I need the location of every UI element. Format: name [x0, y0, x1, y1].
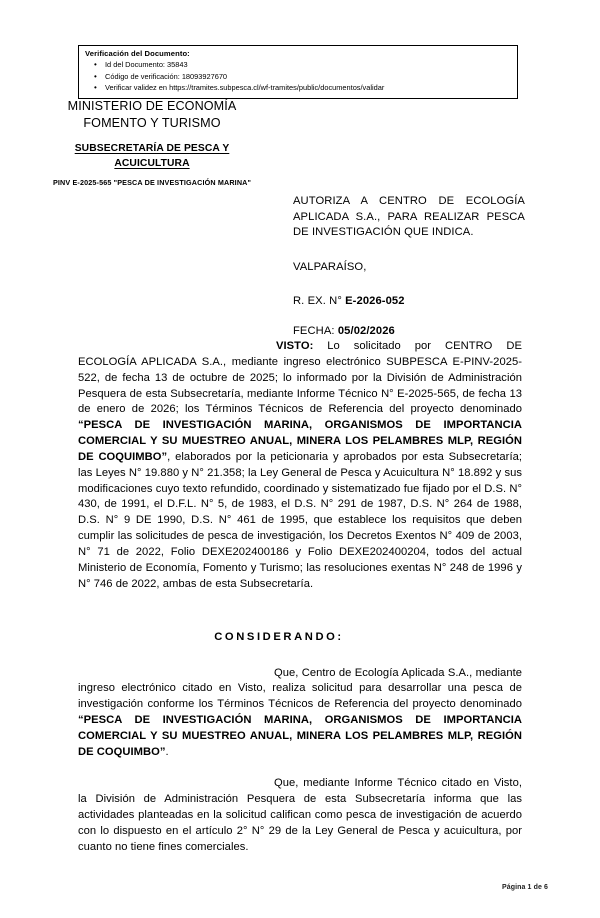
verification-box: [78, 45, 518, 99]
document-body: [78, 339, 522, 856]
subsecretaria-line-1: SUBSECRETARÍA DE PESCA Y: [74, 143, 230, 154]
paragraph-considerando-1: [78, 666, 522, 761]
letterhead: [26, 98, 278, 189]
visto-text-part-1: Lo solicitado por CENTRO DE ECOLOGÍA APLICADA S.A., mediante ingreso electrónico SUBPESCA E-PINV-2025-522, de fecha 13 de octubre de 2025; lo informado por la División de Administración Pesquera de esta Subsecretaría, mediante Informe Técnico N° E-2025-565, de fecha 13 de enero de 2026; los Términos Técnicos de Referencia del proyecto denominado: [78, 340, 522, 416]
resolution-number-value: E-2026-052: [345, 295, 405, 308]
visto-label: VISTO:: [276, 340, 314, 352]
considerando-1-text-part-2: .: [165, 745, 169, 758]
project-title-considerando: “PESCA DE INVESTIGACIÓN MARINA, ORGANISMOS DE IMPORTANCIA COMERCIAL Y SU MUESTREO ANUAL, MINERA LOS PELAMBRES MLP, REGIÓN DE COQUIMBO”: [78, 714, 522, 758]
verification-item-url: [94, 82, 517, 94]
spacer: [78, 643, 522, 666]
verification-item-label: Id del Documento: 35843: [105, 60, 188, 69]
subject-text: AUTORIZA A CENTRO DE ECOLOGÍA APLICADA S.A., PARA REALIZAR PESCA DE INVESTIGACIÓN QUE INDICA.: [293, 195, 525, 239]
verification-item-document-id: [94, 59, 517, 71]
date-line: [293, 324, 525, 340]
place-line: VALPARAÍSO,: [293, 260, 367, 273]
project-code-label: PINV E-2025-565 "PESCA DE INVESTIGACIÓN MARINA": [52, 178, 252, 187]
visto-text-part-2: , elaborados por la peticionaria y aprobados por esta Subsecretaría; las Leyes N° 19.880 y N° 21.358; la Ley General de Pesca y Acuicultura N° 18.892 y sus modificaciones cuyo texto refundido, coordinado y sistematizado fue fijado por el D.S. N° 430, de 1991, el D.F.L. N° 5, de 1983, el D.S. N° 291 de 1987, D.S. N° 264 de 1988, D.S. N° 9 DE 1990, D.S. N° 461 de 1995, que establece los requisitos que deben cumplir las solicitudes de pesca de investigación, los Decretos Exentos N° 409 de 2003, N° 71 de 2022, Folio DEXE202400186 y Folio DEXE202400204, todos del actual Ministerio de Economía, Fomento y Turismo; las resoluciones exentas N° 248 de 1996 y N° 746 de 2022, ambas de esta Subsecretaría.: [78, 450, 522, 590]
subsecretaria-line-2: ACUICULTURA: [114, 158, 190, 169]
considerando-1-text-part-1: Que, Centro de Ecología Aplicada S.A., mediante ingreso electrónico citado en Visto, realiza solicitud para desarrollar una pesca de investigación conforme los Términos Técnicos de Referencia del proyecto denominado: [78, 666, 522, 711]
bullet-icon: •: [94, 60, 97, 69]
ministry-line-1: MINISTERIO DE ECONOMÍA: [67, 99, 237, 113]
verification-item-label: Código de verificación: 18093927670: [105, 71, 228, 81]
ministry-line-2: FOMENTO Y TURISMO: [83, 116, 221, 130]
bullet-icon: •: [94, 71, 97, 81]
date-value: 05/02/2026: [337, 324, 395, 337]
paragraph-visto: [78, 339, 522, 593]
paragraph-considerando-2: [78, 776, 522, 855]
verification-title: Verificación del Documento:: [85, 49, 190, 58]
subsecretaria-heading: [26, 141, 278, 171]
page-number-label: Página 1 de 6: [501, 884, 548, 891]
considerando-2-text: Que, mediante Informe Técnico citado en Visto, la División de Administración Pesquera de esta Subsecretaría informa que las actividades planteadas en la solicitud califican como pesca de investigación de acuerdo con lo dispuesto en el artículo 2° N° 29 de la Ley General de Pesca y acuicultura, por cuanto no tiene fines comerciales.: [78, 777, 522, 853]
verification-item-code: [94, 71, 517, 83]
subject-block: [293, 194, 525, 340]
verification-item-label: Verificar validez en https://tramites.subpesca.cl/wf-tramites/public/documentos/validar: [105, 83, 385, 93]
bullet-icon: •: [94, 83, 97, 93]
resolution-number-label: R. EX. N°: [293, 295, 346, 308]
considerando-heading: CONSIDERANDO:: [214, 630, 344, 643]
resolution-number-line: [293, 294, 525, 310]
verification-list: [85, 59, 517, 94]
project-title-visto: “PESCA DE INVESTIGACIÓN MARINA, ORGANISMOS DE IMPORTANCIA COMERCIAL Y SU MUESTREO ANUAL, MINERA LOS PELAMBRES MLP, REGIÓN DE COQUIMBO”: [78, 419, 522, 463]
page-footer: [0, 876, 600, 894]
date-label: FECHA:: [293, 324, 338, 337]
